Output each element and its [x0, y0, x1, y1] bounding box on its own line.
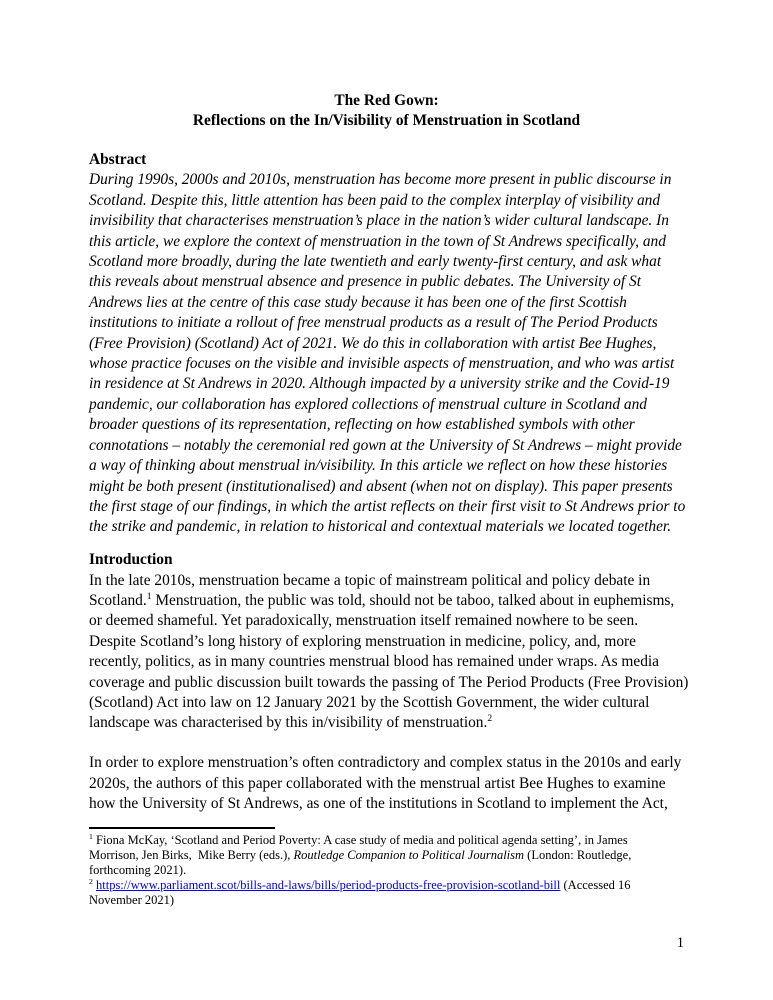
text-line: in residence at St Andrews in 2020. Although impacted by a university strike and the Covid-19	[89, 375, 670, 393]
footnote-marker: 2	[487, 713, 493, 725]
text-line: (Free Provision) (Scotland) Act of 2021. We do this in collaboration with artist Bee Hughes,	[89, 334, 657, 352]
text-segment: landscape was characterised by this in/visibility of menstruation.	[89, 714, 488, 732]
footnote-marker: 2	[89, 877, 93, 887]
text-line: In the late 2010s, menstruation became a topic of mainstream political and policy debate in	[89, 571, 651, 589]
text-line: invisibility that characterises menstruation’s place in the nation’s wider cultural landscape. In	[89, 212, 669, 230]
text-segment: Morrison, Jen Birks, Mike Berry (eds.),	[89, 848, 294, 863]
text-line: whose practice focuses on the visible and invisible aspects of menstruation, and who was artist	[89, 355, 675, 373]
text-line: coverage and public discussion built towards the passing of The Period Products (Free Provision)	[89, 673, 689, 691]
text-line: The Red Gown:	[334, 92, 439, 109]
text-line: During 1990s, 2000s and 2010s, menstruation has become more present in public discourse in	[89, 171, 672, 189]
page-number: 1	[676, 935, 684, 951]
text-segment: Scotland.	[89, 591, 147, 609]
hyperlink[interactable]: https://www.parliament.scot/bills-and-laws/bills/period-products-free-provision-scotland-bill	[96, 878, 561, 893]
text-line: institutions to initiate a rollout of free menstrual products as a result of The Period Products	[89, 314, 658, 332]
text-line: Scotland more broadly, during the late twentieth and early twenty-first century, and ask what	[89, 253, 662, 271]
text-line: 2020s, the authors of this paper collaborated with the menstrual artist Bee Hughes to examine	[89, 774, 666, 792]
footnote-separator-rule	[89, 827, 275, 829]
text-line: the strike and pandemic, in relation to historical and contextual materials we located together.	[89, 518, 672, 536]
footnote-2	[89, 878, 684, 908]
text-line	[89, 878, 684, 893]
text-line: recently, politics, as in many countries menstrual blood has remained under wraps. As media	[89, 653, 660, 671]
introduction-paragraph-1	[89, 571, 689, 734]
text-line	[89, 591, 684, 611]
text-segment: (Accessed 16	[560, 878, 631, 893]
footnote-marker: 1	[146, 590, 152, 602]
footnote-marker: 1	[89, 832, 93, 842]
text-line: Reflections on the In/Visibility of Menstruation in Scotland	[192, 112, 581, 130]
text-line: Despite Scotland’s long history of exploring menstruation in medicine, policy, and, more	[89, 632, 636, 650]
text-line: this reveals about menstrual absence and presence in public debates. The University of St	[89, 273, 641, 291]
text-line: forthcoming 2021).	[89, 863, 187, 878]
text-line	[89, 713, 684, 733]
text-line: (Scotland) Act into law on 12 January 2021 by the Scottish Government, the wider cultural	[89, 693, 650, 711]
footnote-1	[89, 833, 684, 878]
italic-text: Routledge Companion to Political Journalism	[293, 848, 525, 863]
text-line: Scotland. Despite this, little attention has been paid to the complex interplay of visibility and	[89, 191, 661, 209]
document-title	[89, 91, 684, 132]
text-segment: Menstruation, the public was told, should not be taboo, talked about in euphemisms,	[151, 591, 675, 609]
text-line: pandemic, our collaboration has explored collections of menstrual culture in Scotland and	[89, 395, 647, 413]
abstract-text	[89, 170, 684, 537]
text-line: a way of thinking about menstrual in/visibility. In this article we reflect on how these histories	[89, 457, 668, 475]
text-line: the first stage of our findings, in which the artist reflects on their first visit to St Andrews prior to	[89, 497, 686, 515]
text-line: connotations – notably the ceremonial red gown at the University of St Andrews – might provide	[89, 436, 682, 454]
abstract-heading: Abstract	[89, 151, 147, 168]
text-line: broader questions of its representation, reflecting on how established symbols with other	[89, 416, 635, 434]
text-segment: Fiona McKay, ‘Scotland and Period Poverty: A case study of media and political agenda setting’, in James	[92, 833, 628, 848]
text-line	[89, 848, 684, 863]
text-line: In order to explore menstruation’s often contradictory and complex status in the 2010s and early	[89, 754, 682, 772]
footnotes-section	[89, 833, 684, 908]
introduction-heading: Introduction	[89, 551, 173, 569]
text-line: this article, we explore the context of menstruation in the town of St Andrews specifically, and	[89, 232, 666, 250]
text-line: November 2021)	[89, 893, 175, 908]
text-segment: (London: Routledge,	[524, 848, 632, 863]
introduction-paragraph-2	[89, 753, 684, 814]
text-line: might be both present (institutionalised) and absent (when not on display). This paper presents	[89, 477, 673, 495]
text-line: Andrews lies at the centre of this case study because it has been one of the first Scottish	[89, 293, 627, 311]
text-line: or deemed shameful. Yet paradoxically, menstruation itself remained nowhere to be seen.	[89, 612, 639, 630]
text-line: how the University of St Andrews, as one of the institutions in Scotland to implement the Act,	[89, 794, 668, 812]
text-line	[89, 833, 684, 848]
